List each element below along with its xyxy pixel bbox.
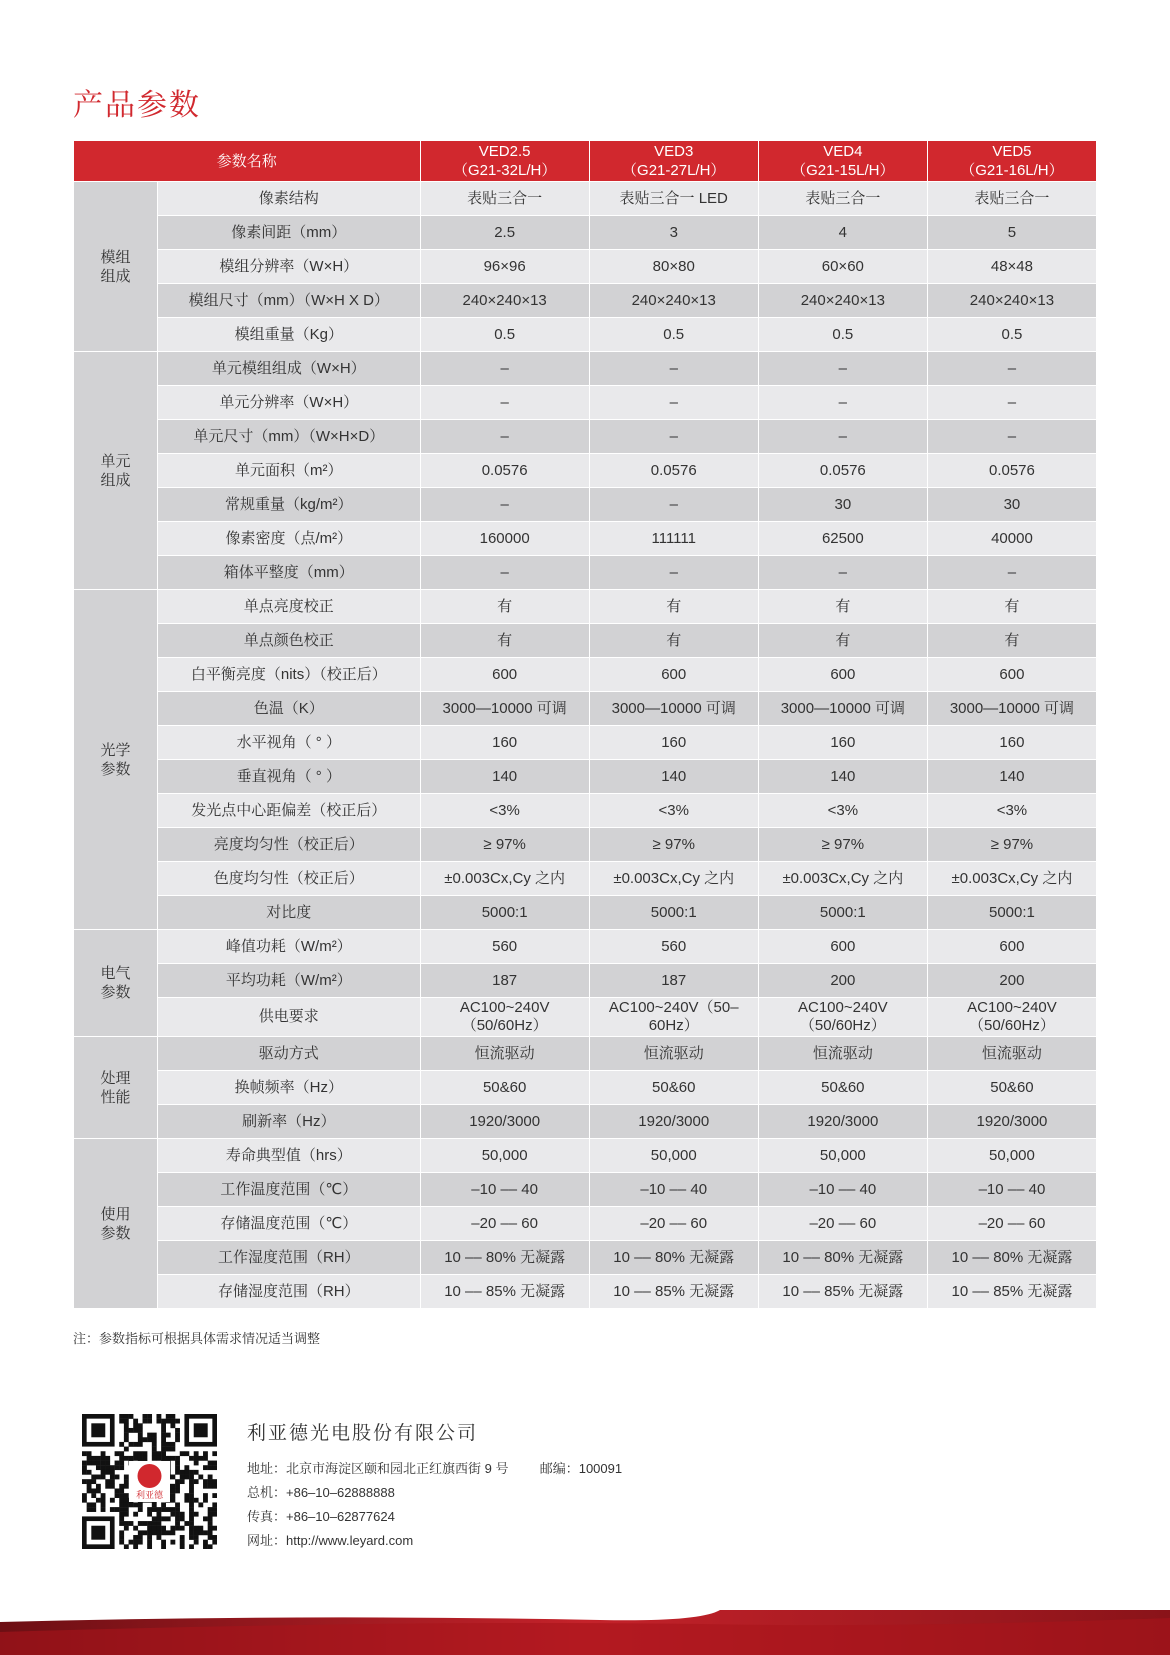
table-row — [74, 930, 1097, 964]
param-value: 有 — [927, 624, 1096, 658]
param-value: 0.5 — [927, 318, 1096, 352]
table-row — [74, 318, 1097, 352]
group-label: 电气 参数 — [74, 930, 158, 1037]
table-row — [74, 692, 1097, 726]
param-label: 模组尺寸（mm）（W×H X D） — [158, 284, 421, 318]
param-value: 0.5 — [420, 318, 589, 352]
param-value: 160 — [420, 726, 589, 760]
group-label: 模组 组成 — [74, 182, 158, 352]
param-value: – — [420, 386, 589, 420]
param-value: 表贴三合一 LED — [589, 182, 758, 216]
param-label: 工作湿度范围（RH） — [158, 1241, 421, 1275]
address: 地址：北京市海淀区颐和园北正红旗西街 9 号 — [247, 1461, 509, 1476]
table-row — [74, 1139, 1097, 1173]
group-label: 单元 组成 — [74, 352, 158, 590]
param-label: 垂直视角（ ° ） — [158, 760, 421, 794]
table-row — [74, 862, 1097, 896]
param-value: –10 –– 40 — [589, 1173, 758, 1207]
param-value: 240×240×13 — [589, 284, 758, 318]
param-label: 发光点中心距偏差（校正后） — [158, 794, 421, 828]
param-value: 560 — [589, 930, 758, 964]
param-value: –10 –– 40 — [758, 1173, 927, 1207]
model-header: VED3 （G21-27L/H） — [589, 141, 758, 182]
param-label: 单点颜色校正 — [158, 624, 421, 658]
param-value: 3000—10000 可调 — [927, 692, 1096, 726]
group-label: 光学 参数 — [74, 590, 158, 930]
group-label: 处理 性能 — [74, 1037, 158, 1139]
param-value: ≥ 97% — [589, 828, 758, 862]
param-value: – — [589, 352, 758, 386]
param-label: 箱体平整度（mm） — [158, 556, 421, 590]
table-row — [74, 182, 1097, 216]
param-value: AC100~240V （50/60Hz） — [420, 998, 589, 1037]
param-label: 刷新率（Hz） — [158, 1105, 421, 1139]
param-value: –20 –– 60 — [420, 1207, 589, 1241]
table-row — [74, 760, 1097, 794]
param-value: 1920/3000 — [758, 1105, 927, 1139]
param-value: 50&60 — [420, 1071, 589, 1105]
company-name: 利亚德光电股份有限公司 — [247, 1423, 479, 1444]
param-value: – — [927, 352, 1096, 386]
param-value: 10 –– 80% 无凝露 — [927, 1241, 1096, 1275]
param-value: 140 — [758, 760, 927, 794]
param-label: 白平衡亮度（nits）（校正后） — [158, 658, 421, 692]
param-value: – — [758, 420, 927, 454]
param-value: 10 –– 80% 无凝露 — [589, 1241, 758, 1275]
param-value: 3000—10000 可调 — [420, 692, 589, 726]
param-value: 恒流驱动 — [758, 1037, 927, 1071]
param-value: 有 — [589, 624, 758, 658]
param-value: 96×96 — [420, 250, 589, 284]
model-header: VED2.5 （G21-32L/H） — [420, 141, 589, 182]
param-value: 有 — [420, 624, 589, 658]
phone-number: 总机：+86–10–62888888 — [247, 1485, 395, 1500]
param-value: 0.0576 — [589, 454, 758, 488]
table-row — [74, 284, 1097, 318]
param-value: – — [589, 420, 758, 454]
param-value: – — [758, 352, 927, 386]
param-value: – — [420, 488, 589, 522]
param-value: 200 — [927, 964, 1096, 998]
group-label: 使用 参数 — [74, 1139, 158, 1309]
param-label: 像素密度（点/m²） — [158, 522, 421, 556]
footer-decoration — [0, 1610, 1170, 1655]
param-value: AC100~240V （50/60Hz） — [758, 998, 927, 1037]
param-value: 600 — [758, 658, 927, 692]
param-value: 0.5 — [589, 318, 758, 352]
postcode: 邮编：100091 — [539, 1461, 623, 1476]
param-value: 1920/3000 — [927, 1105, 1096, 1139]
param-value: 60×60 — [758, 250, 927, 284]
param-value: ±0.003Cx,Cy 之内 — [420, 862, 589, 896]
param-value: <3% — [420, 794, 589, 828]
spec-table — [73, 140, 1097, 1309]
param-value: – — [420, 556, 589, 590]
param-value: 3 — [589, 216, 758, 250]
param-label: 水平视角（ ° ） — [158, 726, 421, 760]
model-header: VED4 （G21-15L/H） — [758, 141, 927, 182]
param-label: 工作温度范围（℃） — [158, 1173, 421, 1207]
table-row — [74, 998, 1097, 1037]
param-value: –10 –– 40 — [420, 1173, 589, 1207]
qr-logo-text: 利亚德 — [135, 1491, 164, 1501]
param-value: – — [927, 556, 1096, 590]
param-value: 3000—10000 可调 — [589, 692, 758, 726]
param-label: 单元面积（m²） — [158, 454, 421, 488]
param-value: 111111 — [589, 522, 758, 556]
param-value: 0.0576 — [927, 454, 1096, 488]
param-value: 240×240×13 — [420, 284, 589, 318]
param-value: 4 — [758, 216, 927, 250]
fax-number: 传真：+86–10–62877624 — [247, 1509, 395, 1524]
param-value: 10 –– 85% 无凝露 — [927, 1275, 1096, 1309]
param-value: 0.0576 — [758, 454, 927, 488]
param-value: –10 –– 40 — [927, 1173, 1096, 1207]
param-label: 对比度 — [158, 896, 421, 930]
param-value: 50,000 — [758, 1139, 927, 1173]
param-value: 80×80 — [589, 250, 758, 284]
param-value: – — [758, 556, 927, 590]
param-value: 有 — [589, 590, 758, 624]
param-value: 240×240×13 — [758, 284, 927, 318]
table-row — [74, 624, 1097, 658]
param-value: 5000:1 — [758, 896, 927, 930]
param-label: 存储湿度范围（RH） — [158, 1275, 421, 1309]
param-label: 像素结构 — [158, 182, 421, 216]
param-value: –20 –– 60 — [758, 1207, 927, 1241]
param-value: –20 –– 60 — [589, 1207, 758, 1241]
table-row — [74, 1105, 1097, 1139]
table-row — [74, 658, 1097, 692]
param-value: 表贴三合一 — [927, 182, 1096, 216]
param-value: –20 –– 60 — [927, 1207, 1096, 1241]
param-value: 5000:1 — [927, 896, 1096, 930]
param-label: 常规重量（kg/m²） — [158, 488, 421, 522]
param-value: 恒流驱动 — [927, 1037, 1096, 1071]
param-value: ±0.003Cx,Cy 之内 — [758, 862, 927, 896]
address-line — [247, 1458, 622, 1477]
param-value: 30 — [758, 488, 927, 522]
param-value: 10 –– 85% 无凝露 — [758, 1275, 927, 1309]
param-value: 10 –– 80% 无凝露 — [420, 1241, 589, 1275]
table-row — [74, 1173, 1097, 1207]
param-value: 200 — [758, 964, 927, 998]
param-value: 有 — [758, 624, 927, 658]
param-label: 亮度均匀性（校正后） — [158, 828, 421, 862]
param-value: <3% — [589, 794, 758, 828]
footnote: 注：参数指标可根据具体需求情况适当调整 — [73, 1331, 321, 1346]
param-label: 存储温度范围（℃） — [158, 1207, 421, 1241]
param-value: 5 — [927, 216, 1096, 250]
param-value: 160000 — [420, 522, 589, 556]
param-value: 30 — [927, 488, 1096, 522]
param-label: 单元尺寸（mm）（W×H×D） — [158, 420, 421, 454]
param-value: 恒流驱动 — [420, 1037, 589, 1071]
param-label: 峰值功耗（W/m²） — [158, 930, 421, 964]
table-row — [74, 386, 1097, 420]
table-row — [74, 216, 1097, 250]
qr-code — [82, 1414, 217, 1549]
param-label: 单元分辨率（W×H） — [158, 386, 421, 420]
param-value: 有 — [420, 590, 589, 624]
param-value: 140 — [589, 760, 758, 794]
param-value: – — [420, 420, 589, 454]
table-row — [74, 488, 1097, 522]
param-value: 表贴三合一 — [420, 182, 589, 216]
param-value: 2.5 — [420, 216, 589, 250]
param-value: 50,000 — [589, 1139, 758, 1173]
param-value: 有 — [927, 590, 1096, 624]
param-value: <3% — [927, 794, 1096, 828]
param-value: 600 — [420, 658, 589, 692]
param-value: 表贴三合一 — [758, 182, 927, 216]
param-label: 单元模组组成（W×H） — [158, 352, 421, 386]
param-value: 有 — [758, 590, 927, 624]
param-value: 600 — [589, 658, 758, 692]
param-value: 48×48 — [927, 250, 1096, 284]
param-value: 1920/3000 — [589, 1105, 758, 1139]
param-value: 140 — [927, 760, 1096, 794]
table-header-row — [74, 141, 1097, 182]
param-value: 10 –– 85% 无凝露 — [589, 1275, 758, 1309]
table-row — [74, 1241, 1097, 1275]
param-name-header: 参数名称 — [74, 141, 421, 182]
param-label: 驱动方式 — [158, 1037, 421, 1071]
param-value: 50&60 — [589, 1071, 758, 1105]
table-row — [74, 250, 1097, 284]
param-value: 5000:1 — [420, 896, 589, 930]
table-row — [74, 1275, 1097, 1309]
param-value: 50&60 — [758, 1071, 927, 1105]
param-value: 600 — [927, 930, 1096, 964]
param-label: 模组重量（Kg） — [158, 318, 421, 352]
table-row — [74, 896, 1097, 930]
param-value: ±0.003Cx,Cy 之内 — [927, 862, 1096, 896]
table-row — [74, 590, 1097, 624]
param-value: – — [927, 420, 1096, 454]
param-value: <3% — [758, 794, 927, 828]
param-value: 恒流驱动 — [589, 1037, 758, 1071]
param-value: 40000 — [927, 522, 1096, 556]
param-value: ±0.003Cx,Cy 之内 — [589, 862, 758, 896]
param-value: 0.0576 — [420, 454, 589, 488]
param-value: – — [589, 386, 758, 420]
param-label: 色度均匀性（校正后） — [158, 862, 421, 896]
param-value: 187 — [420, 964, 589, 998]
param-value: 600 — [927, 658, 1096, 692]
model-header: VED5 （G21-16L/H） — [927, 141, 1096, 182]
param-value: AC100~240V （50/60Hz） — [927, 998, 1096, 1037]
table-row — [74, 964, 1097, 998]
spec-table-body — [74, 182, 1097, 1309]
param-value: – — [927, 386, 1096, 420]
table-row — [74, 454, 1097, 488]
param-value: ≥ 97% — [758, 828, 927, 862]
param-value: – — [420, 352, 589, 386]
table-row — [74, 794, 1097, 828]
param-value: 160 — [589, 726, 758, 760]
param-value: 600 — [758, 930, 927, 964]
website-link[interactable]: 网址：http://www.leyard.com — [247, 1533, 414, 1548]
param-value: 187 — [589, 964, 758, 998]
param-label: 平均功耗（W/m²） — [158, 964, 421, 998]
table-row — [74, 556, 1097, 590]
param-label: 供电要求 — [158, 998, 421, 1037]
param-value: 160 — [927, 726, 1096, 760]
param-value: 160 — [758, 726, 927, 760]
param-value: 5000:1 — [589, 896, 758, 930]
param-value: 1920/3000 — [420, 1105, 589, 1139]
table-row — [74, 420, 1097, 454]
param-value: 140 — [420, 760, 589, 794]
param-value: 560 — [420, 930, 589, 964]
param-value: 50,000 — [927, 1139, 1096, 1173]
param-value: – — [758, 386, 927, 420]
table-row — [74, 828, 1097, 862]
param-value: – — [589, 556, 758, 590]
param-label: 像素间距（mm） — [158, 216, 421, 250]
param-label: 换帧频率（Hz） — [158, 1071, 421, 1105]
table-row — [74, 1071, 1097, 1105]
param-value: 10 –– 85% 无凝露 — [420, 1275, 589, 1309]
param-value: 50,000 — [420, 1139, 589, 1173]
table-row — [74, 726, 1097, 760]
param-value: 50&60 — [927, 1071, 1096, 1105]
param-value: 0.5 — [758, 318, 927, 352]
table-row — [74, 352, 1097, 386]
page-title: 产品参数 — [73, 88, 201, 123]
param-value: 240×240×13 — [927, 284, 1096, 318]
param-value: ≥ 97% — [927, 828, 1096, 862]
param-value: ≥ 97% — [420, 828, 589, 862]
param-label: 单点亮度校正 — [158, 590, 421, 624]
table-row — [74, 522, 1097, 556]
param-value: AC100~240V（50– 60Hz） — [589, 998, 758, 1037]
param-value: – — [589, 488, 758, 522]
param-value: 10 –– 80% 无凝露 — [758, 1241, 927, 1275]
param-value: 3000—10000 可调 — [758, 692, 927, 726]
param-value: 62500 — [758, 522, 927, 556]
table-row — [74, 1207, 1097, 1241]
param-label: 寿命典型值（hrs） — [158, 1139, 421, 1173]
param-label: 模组分辨率（W×H） — [158, 250, 421, 284]
table-row — [74, 1037, 1097, 1071]
param-label: 色温（K） — [158, 692, 421, 726]
